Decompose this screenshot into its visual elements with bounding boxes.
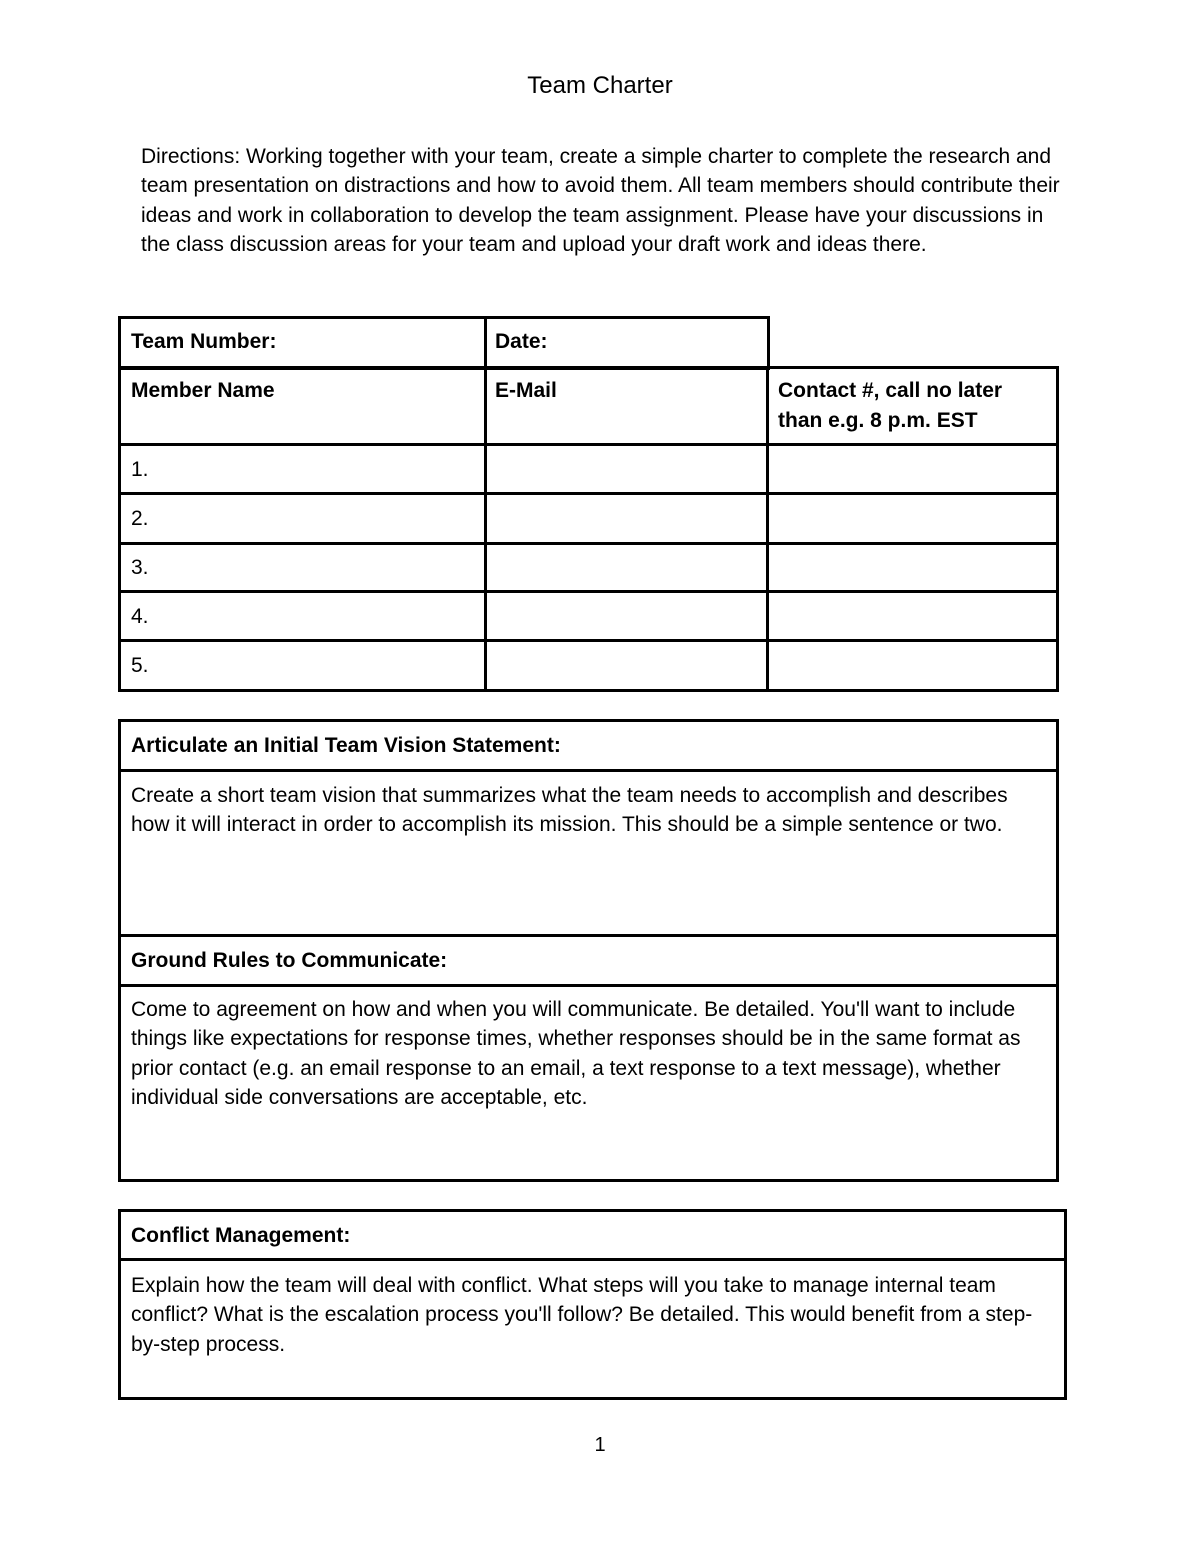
row-divider (118, 590, 1059, 593)
row-divider (118, 492, 1059, 495)
header-email: E-Mail (495, 379, 557, 402)
member-row-number: 1. (131, 458, 149, 481)
row-divider (118, 639, 1059, 642)
header-member-name: Member Name (131, 379, 275, 402)
row-divider (118, 984, 1059, 987)
conflict-heading: Conflict Management: (131, 1224, 351, 1247)
row-divider (118, 1258, 1067, 1261)
member-row-number: 3. (131, 556, 149, 579)
vision-heading: Articulate an Initial Team Vision Statement: (131, 734, 561, 757)
directions-text: Directions: Working together with your team, create a simple charter to complete the research and team presentation on distractions and how to avoid them. All team members should contribute their ideas and work in collaboration to develop the team assignment. Please have your discussions in the class discussion areas for your team and upload your draft work and ideas there. (141, 145, 1060, 256)
vision-text: Create a short team vision that summarizes what the team needs to accomplish and describes how it will interact in order to accomplish its mission. This should be a simple sentence or two. (131, 784, 1008, 837)
conflict-text: Explain how the team will deal with conflict. What steps will you take to manage internal team conflict? What is the escalation process you'll follow? Be detailed. This would benefit from a step-by-step process. (131, 1274, 1033, 1356)
row-divider (118, 542, 1059, 545)
column-divider (484, 316, 487, 692)
row-divider (118, 934, 1059, 937)
page-number: 1 (594, 1434, 606, 1456)
row-divider (118, 443, 1059, 446)
ground-rules-heading: Ground Rules to Communicate: (131, 949, 448, 972)
team-number-label: Team Number: (131, 330, 277, 353)
column-divider (766, 366, 769, 692)
page-title: Team Charter (527, 72, 673, 99)
ground-rules-text: Come to agreement on how and when you will communicate. Be detailed. You'll want to include things like expectations for response times, whether responses should be in the same format as prior contact (e.g. an email response to an email, a text response to a text message), whether individual side conversations are acceptable, etc. (131, 998, 1021, 1110)
header-contact: Contact #, call no later than e.g. 8 p.m. EST (778, 379, 1003, 432)
date-label: Date: (495, 330, 548, 353)
member-row-number: 2. (131, 507, 149, 530)
row-divider (118, 769, 1059, 772)
member-row-number: 5. (131, 654, 149, 677)
member-row-number: 4. (131, 605, 149, 628)
